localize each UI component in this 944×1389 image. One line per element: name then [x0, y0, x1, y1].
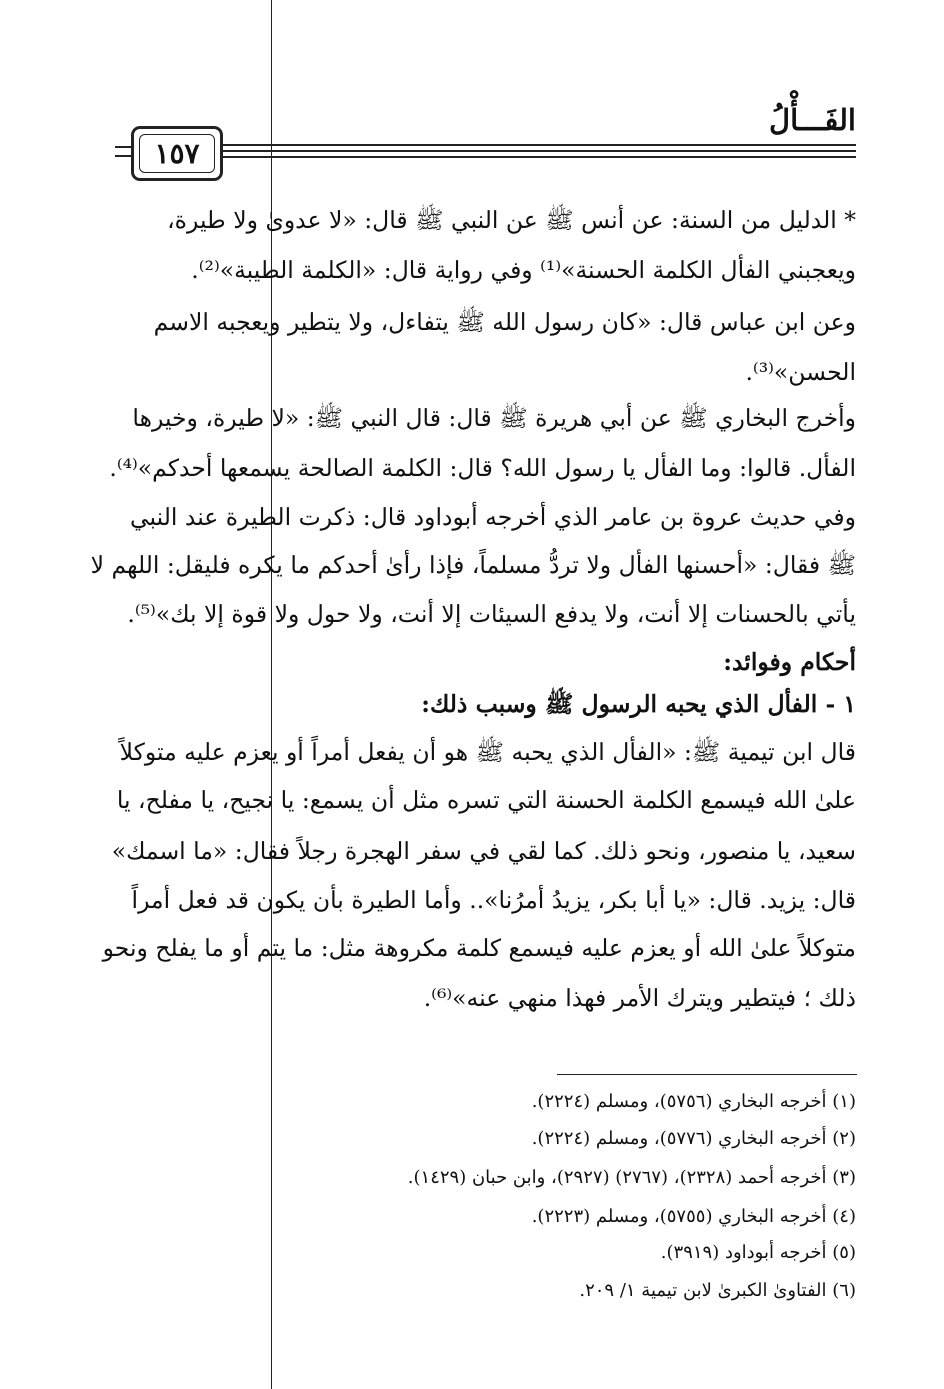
body-line: قال: يزيد. قال: «يا أبا بكر، يزيدُ أمرُنا».. وأما الطيرة بأن يكون قد فعل أمراً [131, 886, 856, 914]
body-line: وفي حديث عروة بن عامر الذي أخرجه أبوداود قال: ذكرت الطيرة عند النبي [129, 503, 856, 531]
body-line: سعيد، يا منصور، ونحو ذلك. كما لقي في سفر الهجرة رجلاً فقال: «ما اسمك» [111, 837, 856, 865]
footnote-item: (٦) الفتاوىٰ الكبرىٰ لابن تيمية ١/ ٢٠٩. [579, 1280, 856, 1301]
page-number-frame [131, 126, 223, 181]
body-line: وعن ابن عباس قال: «كان رسول الله ﷺ يتفاءل، ولا يتطير ويعجبه الاسم [153, 308, 856, 336]
header-rule-mid [223, 150, 856, 152]
footnote-separator [557, 1074, 857, 1075]
page-number: ١٥٧ [139, 134, 215, 173]
body-line: الفأل. قالوا: وما الفأل يا رسول الله؟ قال: الكلمة الصالحة يسمعها أحدكم»⁽⁴⁾. [109, 454, 856, 482]
body-line: * الدليل من السنة: عن أنس ﷺ عن النبي ﷺ قال: «لا عدوىٰ ولا طيرة، [167, 206, 856, 234]
body-line: ذلك ؛ فيتطير ويترك الأمر فهذا منهي عنه»⁽⁶⁾. [423, 984, 856, 1012]
footnote-item: (٤) أخرجه البخاري (٥٧٥٥)، ومسلم (٢٢٢٣). [531, 1206, 856, 1227]
body-line: الحسن»⁽³⁾. [745, 358, 856, 386]
header-rule-top [223, 144, 856, 146]
footnote-item: (١) أخرجه البخاري (٥٧٥٦)، ومسلم (٢٢٢٤). [531, 1091, 856, 1112]
body-line: وأخرج البخاري ﷺ عن أبي هريرة ﷺ قال: قال النبي ﷺ: «لا طيرة، وخيرها [132, 404, 856, 432]
footnote-item: (٥) أخرجه أبوداود (٣٩١٩). [660, 1242, 856, 1263]
body-line: ﷺ فقال: «أحسنها الفأل ولا تردُّ مسلماً، فإذا رأىٰ أحدكم ما يكره فليقل: اللهم لا [90, 551, 856, 579]
header-rule-left-bottom [115, 155, 131, 157]
header-rule-bottom [223, 156, 856, 158]
body-line: ويعجبني الفأل الكلمة الحسنة»⁽¹⁾ وفي رواية قال: «الكلمة الطيبة»⁽²⁾. [191, 256, 856, 284]
body-line: ١ - الفأل الذي يحبه الرسول ﷺ وسبب ذلك: [421, 690, 856, 718]
body-line: يأتي بالحسنات إلا أنت، ولا يدفع السيئات إلا أنت، ولا حول ولا قوة إلا بك»⁽⁵⁾. [127, 600, 856, 628]
body-line: أحكام وفوائد: [723, 648, 856, 676]
body-line: متوكلاً علىٰ الله أو يعزم عليه فيسمع كلمة مكروهة مثل: ما يتم أو ما يفلح ونحو [102, 934, 856, 962]
header-rule-left-top [115, 146, 131, 148]
footnote-item: (٣) أخرجه أحمد (٢٣٢٨)، (٢٧٦٧) (٢٩٢٧)، وابن حبان (١٤٢٩). [407, 1167, 856, 1188]
chapter-title: الفَـــأْلُ [769, 103, 856, 137]
footnote-item: (٢) أخرجه البخاري (٥٧٧٦)، ومسلم (٢٢٢٤). [531, 1128, 856, 1149]
body-line: علىٰ الله فيسمع الكلمة الحسنة التي تسره مثل أن يسمع: يا نجيح، يا مفلح، يا [116, 786, 856, 814]
body-line: قال ابن تيمية ﷺ: «الفأل الذي يحبه ﷺ هو أن يفعل أمراً أو يعزم عليه متوكلاً [119, 738, 856, 766]
